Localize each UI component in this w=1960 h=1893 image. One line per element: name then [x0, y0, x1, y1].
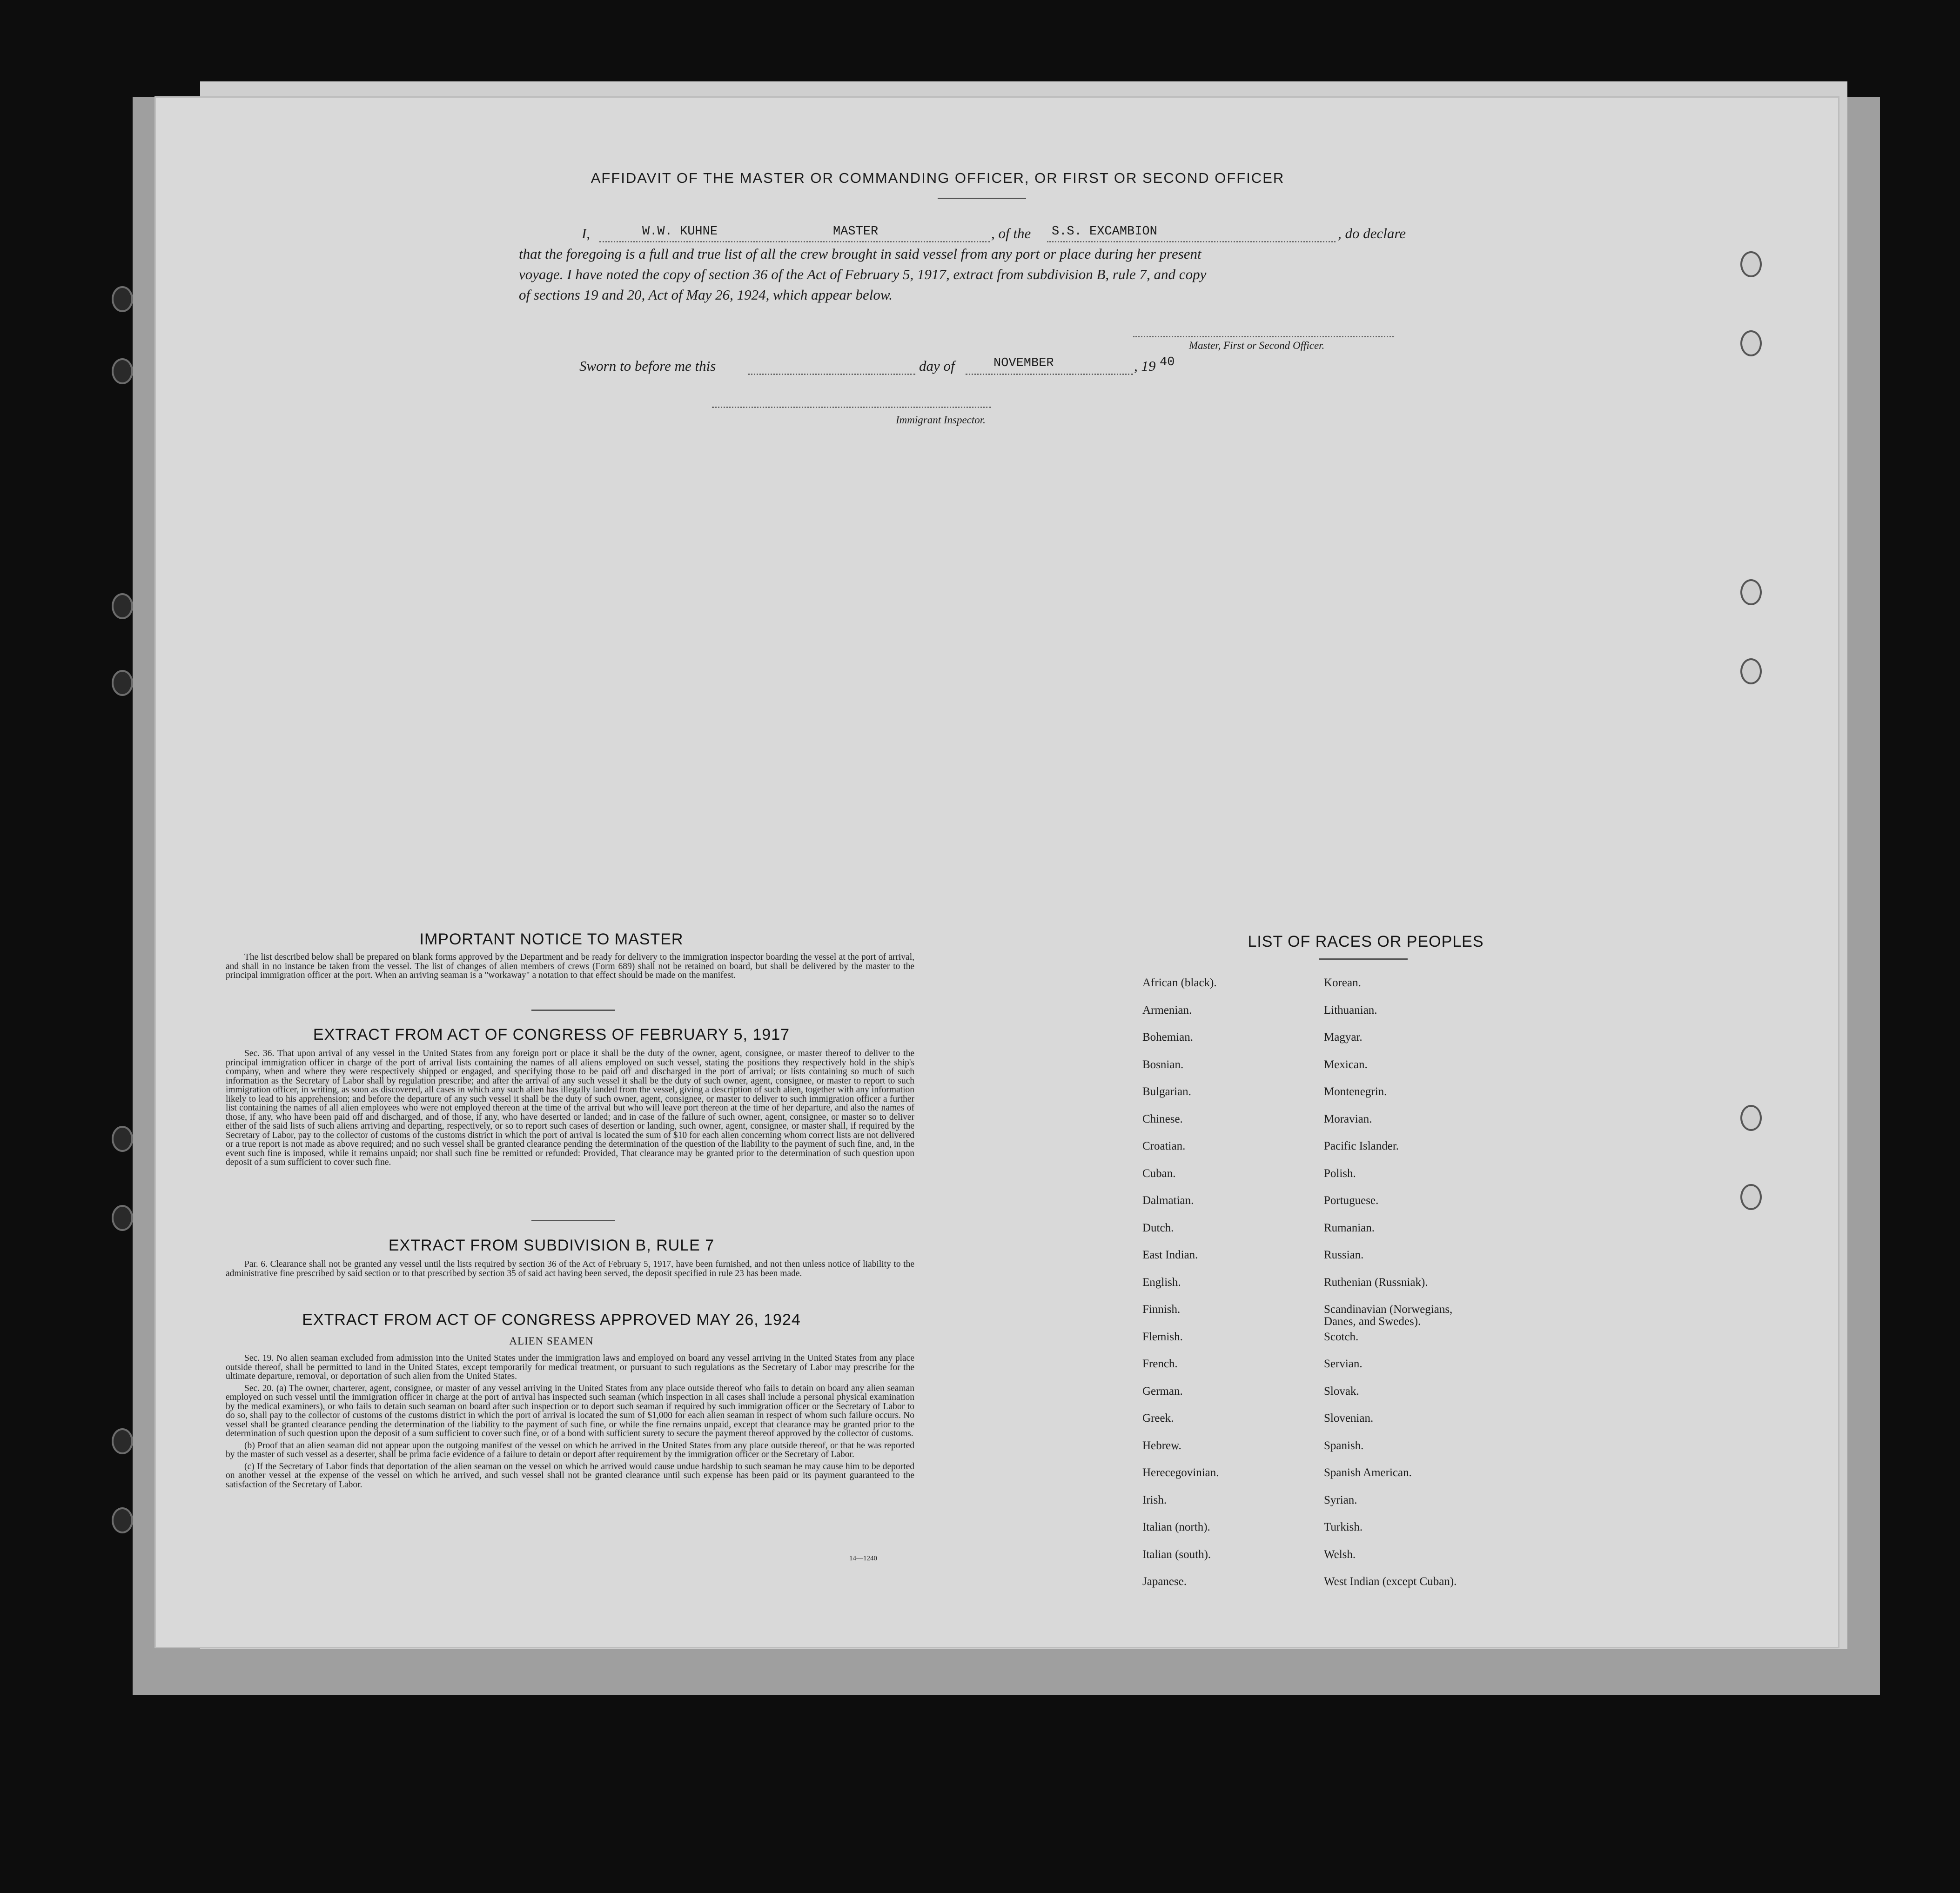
section-divider — [531, 1010, 615, 1011]
sec36-paragraph: Sec. 36. That upon arrival of any vessel in the United States from any foreign port or place it shall be the duty of the owner, agent, consignee, or master thereof to deliver to the principal immigration officer in charge of the port of arrival lists containing the names of all aliens employed on such vessel, stating the positions they respectively hold in the ship's company, when and where they were respectively shipped or engaged, and specifying those to be paid off and discharged in the port of arrival; or lists containing so much of such information as the Secretary of Labor shall by regulation prescribe; and after the arrival of any such vessel it shall be the duty of such owner, agent, consignee, or master to report to such immigration officer, in writing, as soon as discovered, all cases in which any such alien has illegally landed from the vessel, giving a description of such alien, together with any information likely to lead to his apprehension; and before the departure of any such vessel it shall be the duty of such owner, agent, consignee, or master to deliver to such immigration officer a further list containing the names of all alien employees who were not employed thereon at the time of the arrival but who will leave port thereon at the time of her departure, and also the names of those, if any, who have been paid off and discharged, and of those, if any, who have deserted or landed; and in case of the failure of such owner, agent, consignee, or master so to deliver either of the said lists of such aliens arriving and departing, respectively, or so to report such cases of desertion or landing, such owner, agent, consignee, or master shall, if required by the Secretary of Labor, pay to the collector of customs of the customs district in which the port of arrival is located the sum of $10 for each alien concerning whom correct lists are not delivered or a true report is not made as above required; and no such vessel shall be granted clearance pending the determination of the question of the liability to the payment of such fine, and, in the event such fine is imposed, while it remains unpaid; nor shall such fine be remitted or refunded: Provided, That clearance may be granted prior to the determination of such question upon deposit of a sum sufficient to cover such fine. — [226, 1049, 914, 1167]
race-item: Bulgarian. — [1142, 1085, 1191, 1098]
declaration-line-3: voyage. I have noted the copy of section 36 of the Act of February 5, 1917, extract from subdivision B, rule 7, and copy — [519, 266, 1207, 282]
year-prefix: , 19 — [1134, 358, 1156, 374]
race-item: Portuguese. — [1324, 1194, 1379, 1207]
races-list — [1142, 977, 1654, 1619]
day-blank — [748, 374, 915, 375]
notice-text — [226, 953, 914, 983]
sec20b-paragraph: (b) Proof that an alien seaman did not appear upon the outgoing manifest of the vessel on which he arrived in the United States from any place outside thereof, or that he was reported by the master of such vessel as a deserter, shall be prima facie evidence of a failure to detain or deport after requirement by the immigration officer or the Secretary of Labor. — [226, 1440, 914, 1459]
binder-hole — [112, 1205, 133, 1231]
race-item: German. — [1142, 1385, 1183, 1398]
race-item: Magyar. — [1324, 1031, 1363, 1043]
race-item: Herecegovinian. — [1142, 1466, 1219, 1479]
par6-paragraph: Par. 6. Clearance shall not be granted any vessel until the lists required by section 36 of the Act of February 5, 1917, have been furnished, and not then unless notice of liability to the administrative fine prescribed by said section or to that prescribed by section 35 of said act having been served, the deposit specified in rule 23 has been made. — [226, 1259, 914, 1278]
binder-hole — [1740, 251, 1762, 277]
race-item: Mexican. — [1324, 1058, 1368, 1071]
race-item: Slovak. — [1324, 1385, 1359, 1398]
race-item: Montenegrin. — [1324, 1085, 1387, 1098]
rule7-text — [226, 1260, 914, 1281]
section-divider — [531, 1220, 615, 1221]
binder-hole — [1740, 1184, 1762, 1210]
race-item: Servian. — [1324, 1358, 1363, 1370]
race-item: Welsh. — [1324, 1548, 1356, 1561]
declaration-line-4: of sections 19 and 20, Act of May 26, 1924, which appear below. — [519, 287, 893, 303]
binder-hole — [112, 593, 133, 619]
extract-1917-title: EXTRACT FROM ACT OF CONGRESS OF FEBRUARY 5, 1917 — [313, 1026, 790, 1043]
inspector-signature-line — [712, 407, 991, 408]
race-item: Rumanian. — [1324, 1221, 1375, 1234]
month-value: NOVEMBER — [993, 356, 1054, 370]
sec19-paragraph: Sec. 19. No alien seaman excluded from admission into the United States under the immigration laws and employed on board any vessel arriving in the United States from any place outside thereof, shall be permitted to land in the United States, except temporarily for medical treatment, or pursuant to such regulations as the Secretary of Labor may prescribe for the ultimate departure, removal, or deportation of such alien from the United States. — [226, 1353, 914, 1381]
alien-seamen-subtitle: ALIEN SEAMEN — [509, 1335, 594, 1347]
signature-caption: Master, First or Second Officer. — [1189, 340, 1325, 351]
i-label: I, — [582, 225, 591, 241]
binder-hole — [112, 670, 133, 696]
month-blank — [966, 374, 1133, 375]
binder-hole — [1740, 579, 1762, 605]
race-item: Italian (south). — [1142, 1548, 1211, 1561]
race-item: Chinese. — [1142, 1112, 1183, 1125]
vessel-name: S.S. EXCAMBION — [1052, 225, 1157, 239]
binder-hole — [112, 1428, 133, 1454]
races-title: LIST OF RACES OR PEOPLES — [1248, 933, 1484, 950]
race-item: Irish. — [1142, 1493, 1167, 1506]
binder-hole — [112, 1126, 133, 1152]
race-item: Finnish. — [1142, 1303, 1181, 1316]
races-underline — [1319, 958, 1408, 960]
binder-hole — [112, 358, 133, 384]
race-item: Lithuanian. — [1324, 1003, 1377, 1017]
races-right-column — [1324, 977, 1457, 1603]
race-item: African (black). — [1142, 977, 1217, 989]
race-item: Spanish. — [1324, 1439, 1364, 1452]
race-item: Turkish. — [1324, 1521, 1363, 1533]
notice-title: IMPORTANT NOTICE TO MASTER — [419, 930, 684, 948]
declaration-line-1 — [582, 223, 1512, 245]
sworn-label: Sworn to before me this — [579, 358, 716, 374]
race-item: Syrian. — [1324, 1493, 1357, 1506]
do-declare-label: , do declare — [1338, 225, 1406, 241]
sworn-line — [579, 356, 1277, 377]
race-item: Slovenian. — [1324, 1412, 1374, 1425]
race-item: Armenian. — [1142, 1003, 1192, 1017]
inspector-caption: Immigrant Inspector. — [896, 414, 986, 426]
race-item: Japanese. — [1142, 1575, 1187, 1588]
form-number: 14—1240 — [849, 1555, 877, 1562]
notice-paragraph: The list described below shall be prepared on blank forms approved by the Department and be ready for delivery to the immigration inspector boarding the vessel at the port of arrival, and shall in no instance be taken from the vessel. The list of changes of alien members of crews (Form 689) shall not be retained on board, but shall be delivered by the master to the principal immigration officer at the port. When an arriving seaman is a "workaway" a notation to that effect should be made on the manifest. — [226, 952, 914, 980]
title-underline — [938, 198, 1026, 199]
race-item: West Indian (except Cuban). — [1324, 1575, 1457, 1588]
extract-1917-text — [226, 1049, 914, 1170]
binder-hole — [1740, 330, 1762, 356]
sec20a-paragraph: Sec. 20. (a) The owner, charterer, agent, consignee, or master of any vessel arriving in the United States from any place outside thereof who fails to detain on board any alien seaman employed on such vessel until the immigration officer in charge at the port of arrival has inspected such seaman (which inspection in all cases shall include a personal physical examination by the medical examiners), or who fails to detain such seaman on board after such inspection or to deport such seaman if required by such immigration officer or the Secretary of Labor to do so, shall pay to the collector of customs of the customs district in which the port of arrival is located the sum of $1,000 for each alien seaman in respect of whom such failure occurs. No vessel shall be granted clearance pending the determination of the liability to the payment of such fine, or while the fine remains unpaid, except that clearance may be granted prior to the determination of such question upon the deposit of a sum sufficient to cover such fine, or of a bond with sufficient surety to secure the payment thereof approved by the collector of customs. — [226, 1383, 914, 1438]
race-item: Italian (north). — [1142, 1521, 1210, 1533]
day-of-label: day of — [919, 358, 955, 374]
declaration-line-2: that the foregoing is a full and true list of all the crew brought in said vessel from any port or place during her present — [519, 246, 1202, 262]
race-item: Croatian. — [1142, 1140, 1186, 1152]
signature-line — [1133, 336, 1394, 337]
race-item: Greek. — [1142, 1412, 1174, 1425]
document-page — [156, 98, 1838, 1647]
of-the-label: , of the — [991, 225, 1031, 241]
race-item: Hebrew. — [1142, 1439, 1181, 1452]
race-item: Russian. — [1324, 1249, 1364, 1261]
race-item: Ruthenian (Russniak). — [1324, 1276, 1428, 1289]
binder-hole — [112, 286, 133, 312]
race-item: Korean. — [1324, 977, 1361, 989]
race-item: Cuban. — [1142, 1167, 1176, 1180]
binder-hole — [1740, 1105, 1762, 1131]
extract-1924-text — [226, 1354, 914, 1492]
race-item: Bohemian. — [1142, 1031, 1194, 1043]
affidavit-title: AFFIDAVIT OF THE MASTER OR COMMANDING OFFICER, OR FIRST OR SECOND OFFICER — [591, 170, 1285, 186]
binder-hole — [1740, 658, 1762, 684]
races-left-column — [1142, 977, 1219, 1603]
rank-value: MASTER — [833, 225, 879, 239]
year-value: 40 — [1160, 355, 1175, 369]
race-item: Moravian. — [1324, 1112, 1372, 1125]
race-item: Scandinavian (Norwegians, Danes, and Swedes). — [1324, 1303, 1453, 1328]
race-item: Bosnian. — [1142, 1058, 1184, 1071]
race-item: Scotch. — [1324, 1330, 1359, 1343]
race-item: English. — [1142, 1276, 1181, 1289]
race-item: Spanish American. — [1324, 1466, 1412, 1479]
race-item: Dalmatian. — [1142, 1194, 1194, 1207]
race-item: Flemish. — [1142, 1330, 1183, 1343]
race-item: Pacific Islander. — [1324, 1140, 1399, 1152]
rule7-title: EXTRACT FROM SUBDIVISION B, RULE 7 — [388, 1237, 715, 1254]
master-name: W.W. KUHNE — [642, 225, 718, 239]
race-item: French. — [1142, 1358, 1178, 1370]
sec20c-paragraph: (c) If the Secretary of Labor finds that deportation of the alien seaman on the vessel on which he arrived would cause undue hardship to such seaman he may cause him to be deported on another vessel at the expense of the vessel on which he arrived, and such vessel shall not be granted clearance until such expense has been paid or its payment guaranteed to the satisfaction of the Secretary of Labor. — [226, 1461, 914, 1490]
race-item: Dutch. — [1142, 1221, 1174, 1234]
extract-1924-title: EXTRACT FROM ACT OF CONGRESS APPROVED MAY 26, 1924 — [302, 1311, 801, 1329]
race-item: East Indian. — [1142, 1249, 1198, 1261]
race-item: Polish. — [1324, 1167, 1356, 1180]
binder-hole — [112, 1507, 133, 1533]
